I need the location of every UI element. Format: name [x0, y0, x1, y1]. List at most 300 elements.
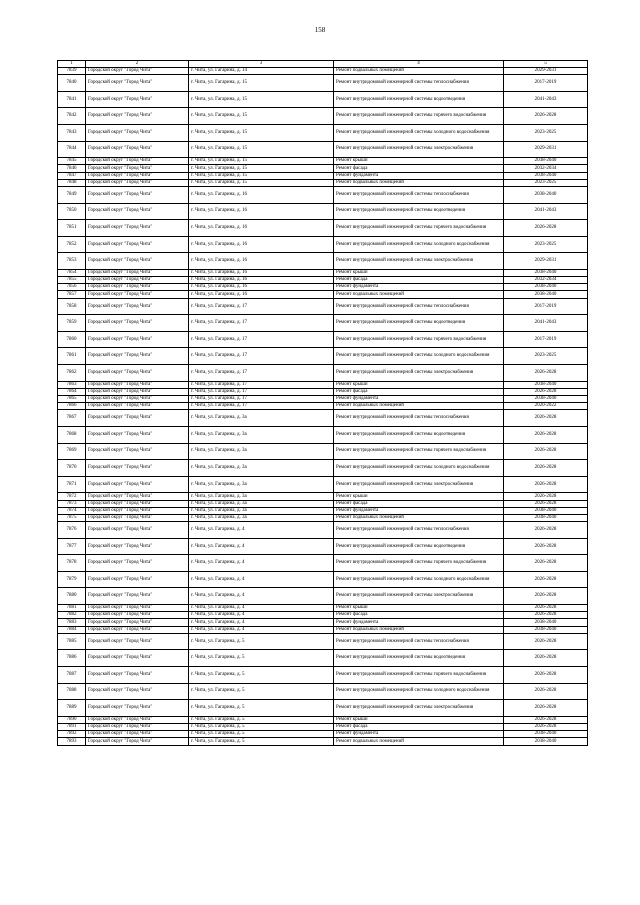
row-number-cell: 7850: [58, 203, 86, 220]
period-cell: 2023-2025: [504, 348, 588, 365]
column-header: 3: [189, 61, 334, 68]
period-cell: 2023-2025: [504, 179, 588, 186]
work-type-cell: Ремонт внутридомовой инженерной системы горячего водоснабжения: [334, 331, 504, 348]
period-cell: 2026-2028: [504, 723, 588, 730]
period-cell: 2038-2040: [504, 381, 588, 388]
municipality-cell: Городской округ "Город Чита": [86, 403, 189, 410]
row-number-cell: 7849: [58, 186, 86, 203]
work-type-cell: Ремонт фасада: [334, 612, 504, 619]
address-cell: г. Чита, ул. Гагарина, д. 17: [189, 298, 334, 315]
address-cell: г. Чита, ул. Гагарина, д. 4: [189, 612, 334, 619]
period-cell: 2023-2025: [504, 236, 588, 253]
period-cell: 2023-2025: [504, 124, 588, 141]
address-cell: г. Чита, ул. Гагарина, д. 5: [189, 731, 334, 738]
table-row: [58, 236, 588, 253]
work-type-cell: Ремонт фасада: [334, 500, 504, 507]
period-cell: 2017-2019: [504, 298, 588, 315]
address-cell: г. Чита, ул. Гагарина, д. 16: [189, 269, 334, 276]
row-number-cell: 7870: [58, 460, 86, 477]
municipality-cell: Городской округ "Город Чита": [86, 108, 189, 125]
table-row: [58, 683, 588, 700]
address-cell: г. Чита, ул. Гагарина, д. 4: [189, 605, 334, 612]
address-cell: г. Чита, ул. Гагарина, д. 15: [189, 124, 334, 141]
row-number-cell: 7884: [58, 626, 86, 633]
period-cell: 2020-2022: [504, 403, 588, 410]
period-cell: 2038-2040: [504, 172, 588, 179]
work-type-cell: Ремонт внутридомовой инженерной системы теплоснабжения: [334, 186, 504, 203]
municipality-cell: Городской округ "Город Чита": [86, 269, 189, 276]
municipality-cell: Городской округ "Город Чита": [86, 158, 189, 165]
address-cell: г. Чита, ул. Гагарина, д. 4: [189, 626, 334, 633]
period-cell: 2038-2040: [504, 507, 588, 514]
address-cell: г. Чита, ул. Гагарина, д. 17: [189, 331, 334, 348]
period-cell: 2026-2028: [504, 588, 588, 605]
column-header: 2: [86, 61, 189, 68]
period-cell: 2038-2040: [504, 186, 588, 203]
period-cell: 2026-2028: [504, 522, 588, 539]
address-cell: г. Чита, ул. Гагарина, д. 5: [189, 650, 334, 667]
work-type-cell: Ремонт крыши: [334, 158, 504, 165]
address-cell: г. Чита, ул. Гагарина, д. 15: [189, 172, 334, 179]
municipality-cell: Городской округ "Город Чита": [86, 179, 189, 186]
row-number-cell: 7891: [58, 723, 86, 730]
row-number-cell: 7892: [58, 731, 86, 738]
row-number-cell: 7869: [58, 443, 86, 460]
work-type-cell: Ремонт внутридомовой инженерной системы теплоснабжения: [334, 410, 504, 427]
period-cell: 2026-2028: [504, 700, 588, 717]
table-row: [58, 626, 588, 633]
address-cell: г. Чита, ул. Гагарина, д. 15: [189, 179, 334, 186]
work-type-cell: Ремонт внутридомовой инженерной системы холодного водоснабжения: [334, 460, 504, 477]
table-row: [58, 403, 588, 410]
row-number-cell: 7847: [58, 172, 86, 179]
work-type-cell: Ремонт внутридомовой инженерной системы водоотведения: [334, 315, 504, 332]
row-number-cell: 7882: [58, 612, 86, 619]
table-header: [58, 61, 588, 68]
row-number-cell: 7890: [58, 716, 86, 723]
period-cell: 2026-2028: [504, 500, 588, 507]
row-number-cell: 7851: [58, 220, 86, 237]
address-cell: г. Чита, ул. Гагарина, д. 3а: [189, 493, 334, 500]
period-cell: 2041-2043: [504, 203, 588, 220]
municipality-cell: Городской округ "Город Чита": [86, 612, 189, 619]
table-row: [58, 75, 588, 92]
row-number-cell: 7880: [58, 588, 86, 605]
work-type-cell: Ремонт фундамента: [334, 619, 504, 626]
table-row: [58, 538, 588, 555]
work-type-cell: Ремонт фасада: [334, 165, 504, 172]
work-type-cell: Ремонт фасада: [334, 723, 504, 730]
table-row: [58, 68, 588, 75]
municipality-cell: Городской округ "Город Чита": [86, 723, 189, 730]
municipality-cell: Городской округ "Город Чита": [86, 522, 189, 539]
work-type-cell: Ремонт внутридомовой инженерной системы холодного водоснабжения: [334, 683, 504, 700]
municipality-cell: Городской округ "Город Чита": [86, 666, 189, 683]
page-number: 158: [314, 26, 326, 34]
work-type-cell: Ремонт фундамента: [334, 507, 504, 514]
period-cell: 2038-2040: [504, 619, 588, 626]
table-row: [58, 269, 588, 276]
row-number-cell: 7852: [58, 236, 86, 253]
row-number-cell: 7856: [58, 284, 86, 291]
work-type-cell: Ремонт подвальных помещений: [334, 626, 504, 633]
table-row: [58, 91, 588, 108]
column-header: 1: [58, 61, 86, 68]
row-number-cell: 7879: [58, 571, 86, 588]
row-number-cell: 7861: [58, 348, 86, 365]
address-cell: г. Чита, ул. Гагарина, д. 4: [189, 571, 334, 588]
address-cell: г. Чита, ул. Гагарина, д. 17: [189, 348, 334, 365]
address-cell: г. Чита, ул. Гагарина, д. 16: [189, 186, 334, 203]
row-number-cell: 7859: [58, 315, 86, 332]
municipality-cell: Городской округ "Город Чита": [86, 716, 189, 723]
work-type-cell: Ремонт внутридомовой инженерной системы водоотведения: [334, 91, 504, 108]
period-cell: 2017-2019: [504, 75, 588, 92]
period-cell: 2026-2028: [504, 410, 588, 427]
address-cell: г. Чита, ул. Гагарина, д. 3а: [189, 460, 334, 477]
table-row: [58, 723, 588, 730]
period-cell: 2038-2040: [504, 269, 588, 276]
row-number-cell: 7876: [58, 522, 86, 539]
table-row: [58, 612, 588, 619]
table-row: [58, 331, 588, 348]
period-cell: 2026-2028: [504, 476, 588, 493]
work-type-cell: Ремонт внутридомовой инженерной системы электроснабжения: [334, 365, 504, 382]
address-cell: г. Чита, ул. Гагарина, д. 3а: [189, 500, 334, 507]
municipality-cell: Городской округ "Город Чита": [86, 75, 189, 92]
table-row: [58, 522, 588, 539]
table-row: [58, 291, 588, 298]
table-row: [58, 388, 588, 395]
municipality-cell: Городской округ "Город Чита": [86, 571, 189, 588]
work-type-cell: Ремонт внутридомовой инженерной системы холодного водоснабжения: [334, 236, 504, 253]
row-number-cell: 7871: [58, 476, 86, 493]
work-type-cell: Ремонт внутридомовой инженерной системы холодного водоснабжения: [334, 124, 504, 141]
address-cell: г. Чита, ул. Гагарина, д. 14: [189, 68, 334, 75]
work-type-cell: Ремонт внутридомовой инженерной системы горячего водоснабжения: [334, 555, 504, 572]
row-number-cell: 7867: [58, 410, 86, 427]
table-row: [58, 443, 588, 460]
work-type-cell: Ремонт подвальных помещений: [334, 514, 504, 521]
address-cell: г. Чита, ул. Гагарина, д. 4: [189, 588, 334, 605]
row-number-cell: 7878: [58, 555, 86, 572]
address-cell: г. Чита, ул. Гагарина, д. 4: [189, 555, 334, 572]
row-number-cell: 7840: [58, 75, 86, 92]
table-row: [58, 700, 588, 717]
period-cell: 2038-2040: [504, 284, 588, 291]
address-cell: г. Чита, ул. Гагарина, д. 5: [189, 666, 334, 683]
table-row: [58, 141, 588, 158]
row-number-cell: 7843: [58, 124, 86, 141]
municipality-cell: Городской округ "Город Чита": [86, 507, 189, 514]
address-cell: г. Чита, ул. Гагарина, д. 5: [189, 716, 334, 723]
municipality-cell: Городской округ "Город Чита": [86, 315, 189, 332]
table-row: [58, 179, 588, 186]
address-cell: г. Чита, ул. Гагарина, д. 17: [189, 395, 334, 402]
table-row: [58, 410, 588, 427]
period-cell: 2026-2028: [504, 716, 588, 723]
municipality-cell: Городской округ "Город Чита": [86, 165, 189, 172]
municipality-cell: Городской округ "Город Чита": [86, 588, 189, 605]
table-row: [58, 738, 588, 745]
address-cell: г. Чита, ул. Гагарина, д. 15: [189, 75, 334, 92]
period-cell: 2038-2040: [504, 731, 588, 738]
address-cell: г. Чита, ул. Гагарина, д. 17: [189, 365, 334, 382]
address-cell: г. Чита, ул. Гагарина, д. 15: [189, 158, 334, 165]
address-cell: г. Чита, ул. Гагарина, д. 15: [189, 91, 334, 108]
work-type-cell: Ремонт внутридомовой инженерной системы водоотведения: [334, 203, 504, 220]
row-number-cell: 7873: [58, 500, 86, 507]
row-number-cell: 7886: [58, 650, 86, 667]
table-row: [58, 493, 588, 500]
period-cell: 2038-2040: [504, 514, 588, 521]
row-number-cell: 7846: [58, 165, 86, 172]
municipality-cell: Городской округ "Город Чита": [86, 605, 189, 612]
municipality-cell: Городской округ "Город Чита": [86, 253, 189, 270]
work-type-cell: Ремонт подвальных помещений: [334, 291, 504, 298]
period-cell: 2026-2028: [504, 683, 588, 700]
table-row: [58, 365, 588, 382]
address-cell: г. Чита, ул. Гагарина, д. 3а: [189, 476, 334, 493]
table-row: [58, 108, 588, 125]
work-type-cell: Ремонт подвальных помещений: [334, 68, 504, 75]
table-row: [58, 507, 588, 514]
address-cell: г. Чита, ул. Гагарина, д. 5: [189, 723, 334, 730]
municipality-cell: Городской округ "Город Чита": [86, 236, 189, 253]
work-type-cell: Ремонт фундамента: [334, 731, 504, 738]
work-type-cell: Ремонт внутридомовой инженерной системы электроснабжения: [334, 141, 504, 158]
work-type-cell: Ремонт подвальных помещений: [334, 738, 504, 745]
row-number-cell: 7893: [58, 738, 86, 745]
work-type-cell: Ремонт внутридомовой инженерной системы холодного водоснабжения: [334, 571, 504, 588]
table-row: [58, 220, 588, 237]
row-number-cell: 7842: [58, 108, 86, 125]
period-cell: 2029-2031: [504, 253, 588, 270]
table-row: [58, 277, 588, 284]
work-type-cell: Ремонт внутридомовой инженерной системы электроснабжения: [334, 476, 504, 493]
table-row: [58, 731, 588, 738]
municipality-cell: Городской округ "Город Чита": [86, 141, 189, 158]
period-cell: 2026-2028: [504, 365, 588, 382]
work-type-cell: Ремонт фасада: [334, 388, 504, 395]
row-number-cell: 7858: [58, 298, 86, 315]
municipality-cell: Городской округ "Город Чита": [86, 331, 189, 348]
row-number-cell: 7889: [58, 700, 86, 717]
municipality-cell: Городской округ "Город Чита": [86, 460, 189, 477]
address-cell: г. Чита, ул. Гагарина, д. 16: [189, 291, 334, 298]
municipality-cell: Городской округ "Город Чита": [86, 124, 189, 141]
municipality-cell: Городской округ "Город Чита": [86, 650, 189, 667]
municipality-cell: Городской округ "Город Чита": [86, 538, 189, 555]
period-cell: 2026-2028: [504, 493, 588, 500]
table-row: [58, 124, 588, 141]
work-type-cell: Ремонт фундамента: [334, 395, 504, 402]
table-row: [58, 633, 588, 650]
municipality-cell: Городской округ "Город Чита": [86, 68, 189, 75]
address-cell: г. Чита, ул. Гагарина, д. 4: [189, 538, 334, 555]
municipality-cell: Городской округ "Город Чита": [86, 683, 189, 700]
work-type-cell: Ремонт внутридомовой инженерной системы горячего водоснабжения: [334, 443, 504, 460]
period-cell: 2026-2028: [504, 571, 588, 588]
table-row: [58, 203, 588, 220]
period-cell: 2026-2028: [504, 220, 588, 237]
municipality-cell: Городской округ "Город Чита": [86, 172, 189, 179]
address-cell: г. Чита, ул. Гагарина, д. 3а: [189, 507, 334, 514]
row-number-cell: 7868: [58, 426, 86, 443]
address-cell: г. Чита, ул. Гагарина, д. 16: [189, 284, 334, 291]
table-row: [58, 165, 588, 172]
work-type-cell: Ремонт крыши: [334, 716, 504, 723]
municipality-cell: Городской округ "Город Чита": [86, 365, 189, 382]
period-cell: 2041-2043: [504, 315, 588, 332]
period-cell: 2032-2034: [504, 277, 588, 284]
address-cell: г. Чита, ул. Гагарина, д. 16: [189, 277, 334, 284]
row-number-cell: 7866: [58, 403, 86, 410]
period-cell: 2038-2040: [504, 291, 588, 298]
address-cell: г. Чита, ул. Гагарина, д. 16: [189, 203, 334, 220]
period-cell: 2026-2028: [504, 650, 588, 667]
table-row: [58, 426, 588, 443]
period-cell: 2038-2040: [504, 738, 588, 745]
row-number-cell: 7874: [58, 507, 86, 514]
address-cell: г. Чита, ул. Гагарина, д. 3а: [189, 410, 334, 427]
header-row: [58, 61, 588, 68]
table-row: [58, 348, 588, 365]
table-row: [58, 500, 588, 507]
table-row: [58, 381, 588, 388]
municipality-cell: Городской округ "Город Чита": [86, 626, 189, 633]
row-number-cell: 7860: [58, 331, 86, 348]
work-type-cell: Ремонт крыши: [334, 605, 504, 612]
row-number-cell: 7865: [58, 395, 86, 402]
municipality-cell: Городской округ "Город Чита": [86, 738, 189, 745]
municipality-cell: Городской округ "Город Чита": [86, 443, 189, 460]
work-type-cell: Ремонт внутридомовой инженерной системы водоотведения: [334, 650, 504, 667]
period-cell: 2029-2031: [504, 68, 588, 75]
period-cell: 2026-2028: [504, 555, 588, 572]
row-number-cell: 7883: [58, 619, 86, 626]
work-type-cell: Ремонт внутридомовой инженерной системы электроснабжения: [334, 588, 504, 605]
work-type-cell: Ремонт крыши: [334, 493, 504, 500]
period-cell: 2026-2028: [504, 108, 588, 125]
work-type-cell: Ремонт крыши: [334, 269, 504, 276]
address-cell: г. Чита, ул. Гагарина, д. 16: [189, 253, 334, 270]
period-cell: 2041-2043: [504, 91, 588, 108]
table-row: [58, 395, 588, 402]
row-number-cell: 7875: [58, 514, 86, 521]
period-cell: 2038-2040: [504, 158, 588, 165]
address-cell: г. Чита, ул. Гагарина, д. 3а: [189, 426, 334, 443]
row-number-cell: 7839: [58, 68, 86, 75]
municipality-cell: Городской округ "Город Чита": [86, 514, 189, 521]
row-number-cell: 7887: [58, 666, 86, 683]
work-type-cell: Ремонт фундамента: [334, 172, 504, 179]
municipality-cell: Городской округ "Город Чита": [86, 476, 189, 493]
work-type-cell: Ремонт внутридомовой инженерной системы водоотведения: [334, 538, 504, 555]
row-number-cell: 7863: [58, 381, 86, 388]
table-row: [58, 555, 588, 572]
row-number-cell: 7848: [58, 179, 86, 186]
period-cell: 2026-2028: [504, 666, 588, 683]
period-cell: 2026-2028: [504, 443, 588, 460]
table-row: [58, 619, 588, 626]
work-type-cell: Ремонт подвальных помещений: [334, 403, 504, 410]
table-row: [58, 172, 588, 179]
table-row: [58, 588, 588, 605]
address-cell: г. Чита, ул. Гагарина, д. 16: [189, 236, 334, 253]
address-cell: г. Чита, ул. Гагарина, д. 17: [189, 315, 334, 332]
table-row: [58, 253, 588, 270]
address-cell: г. Чита, ул. Гагарина, д. 5: [189, 683, 334, 700]
column-header: 4: [334, 61, 504, 68]
table-row: [58, 650, 588, 667]
municipality-cell: Городской округ "Город Чита": [86, 298, 189, 315]
table-row: [58, 716, 588, 723]
column-header: 5: [504, 61, 588, 68]
period-cell: 2026-2028: [504, 388, 588, 395]
work-type-cell: Ремонт внутридомовой инженерной системы горячего водоснабжения: [334, 220, 504, 237]
work-type-cell: Ремонт внутридомовой инженерной системы теплоснабжения: [334, 522, 504, 539]
municipality-cell: Городской округ "Город Чита": [86, 426, 189, 443]
row-number-cell: 7888: [58, 683, 86, 700]
address-cell: г. Чита, ул. Гагарина, д. 3а: [189, 443, 334, 460]
work-type-cell: Ремонт внутридомовой инженерной системы горячего водоснабжения: [334, 666, 504, 683]
period-cell: 2038-2040: [504, 626, 588, 633]
address-cell: г. Чита, ул. Гагарина, д. 17: [189, 388, 334, 395]
period-cell: 2038-2040: [504, 395, 588, 402]
work-type-cell: Ремонт внутридомовой инженерной системы водоотведения: [334, 426, 504, 443]
work-type-cell: Ремонт внутридомовой инженерной системы холодного водоснабжения: [334, 348, 504, 365]
municipality-cell: Городской округ "Город Чита": [86, 381, 189, 388]
work-type-cell: Ремонт внутридомовой инженерной системы теплоснабжения: [334, 298, 504, 315]
table-row: [58, 460, 588, 477]
row-number-cell: 7857: [58, 291, 86, 298]
row-number-cell: 7881: [58, 605, 86, 612]
address-cell: г. Чита, ул. Гагарина, д. 3а: [189, 514, 334, 521]
work-type-cell: Ремонт внутридомовой инженерной системы горячего водоснабжения: [334, 108, 504, 125]
address-cell: г. Чита, ул. Гагарина, д. 4: [189, 522, 334, 539]
municipality-cell: Городской округ "Город Чита": [86, 291, 189, 298]
address-cell: г. Чита, ул. Гагарина, д. 15: [189, 108, 334, 125]
table-row: [58, 571, 588, 588]
row-number-cell: 7872: [58, 493, 86, 500]
address-cell: г. Чита, ул. Гагарина, д. 5: [189, 738, 334, 745]
address-cell: г. Чита, ул. Гагарина, д. 17: [189, 381, 334, 388]
row-number-cell: 7862: [58, 365, 86, 382]
period-cell: 2029-2031: [504, 141, 588, 158]
municipality-cell: Городской округ "Город Чита": [86, 284, 189, 291]
work-type-cell: Ремонт внутридомовой инженерной системы теплоснабжения: [334, 633, 504, 650]
address-cell: г. Чита, ул. Гагарина, д. 5: [189, 633, 334, 650]
period-cell: 2026-2028: [504, 612, 588, 619]
table-row: [58, 298, 588, 315]
municipality-cell: Городской округ "Город Чита": [86, 500, 189, 507]
row-number-cell: 7864: [58, 388, 86, 395]
row-number-cell: 7841: [58, 91, 86, 108]
work-type-cell: Ремонт подвальных помещений: [334, 179, 504, 186]
municipality-cell: Городской округ "Город Чита": [86, 277, 189, 284]
row-number-cell: 7877: [58, 538, 86, 555]
address-cell: г. Чита, ул. Гагарина, д. 15: [189, 141, 334, 158]
work-type-cell: Ремонт внутридомовой инженерной системы теплоснабжения: [334, 75, 504, 92]
table-row: [58, 476, 588, 493]
period-cell: 2026-2028: [504, 460, 588, 477]
work-type-cell: Ремонт фасада: [334, 277, 504, 284]
table-row: [58, 605, 588, 612]
period-cell: 2017-2019: [504, 331, 588, 348]
municipality-cell: Городской округ "Город Чита": [86, 91, 189, 108]
work-type-cell: Ремонт внутридомовой инженерной системы электроснабжения: [334, 700, 504, 717]
